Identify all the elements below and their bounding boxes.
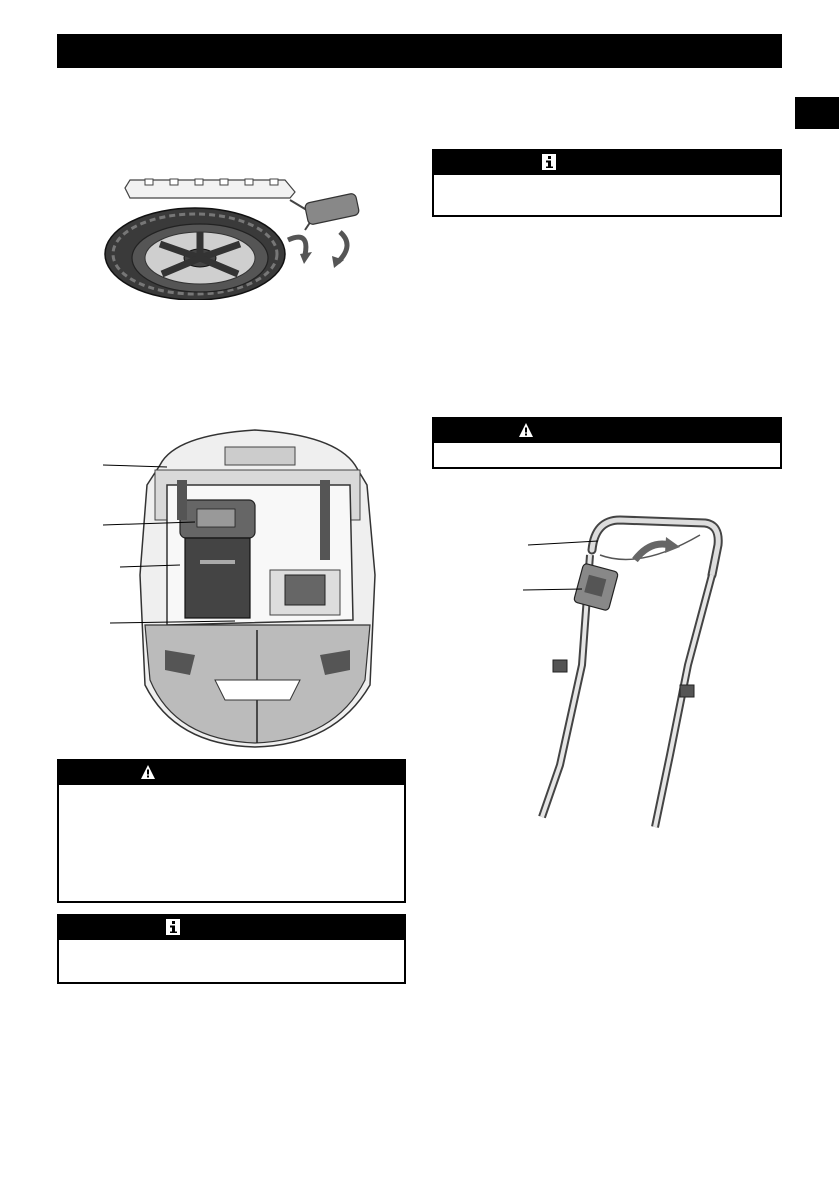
mower-top-illustration	[85, 425, 405, 750]
info-box-right	[432, 149, 782, 217]
warning-box-left-header	[59, 761, 404, 785]
info-box-left	[57, 914, 406, 984]
warning-box-right	[432, 417, 782, 469]
battery-compartment-figure	[85, 425, 405, 750]
info-box-right-header	[434, 151, 780, 175]
wheel-illustration	[100, 170, 362, 300]
info-icon	[166, 919, 180, 935]
info-box-left-header	[59, 916, 404, 940]
wheel-figure	[100, 170, 362, 300]
info-icon	[542, 154, 556, 170]
warning-box-left	[57, 759, 406, 903]
warning-triangle-icon	[518, 422, 534, 438]
handle-illustration	[520, 515, 730, 830]
side-tab	[795, 97, 839, 129]
handle-figure	[520, 515, 730, 830]
page-header-bar	[57, 34, 782, 68]
warning-triangle-icon	[140, 764, 156, 780]
warning-box-right-header	[434, 419, 780, 443]
